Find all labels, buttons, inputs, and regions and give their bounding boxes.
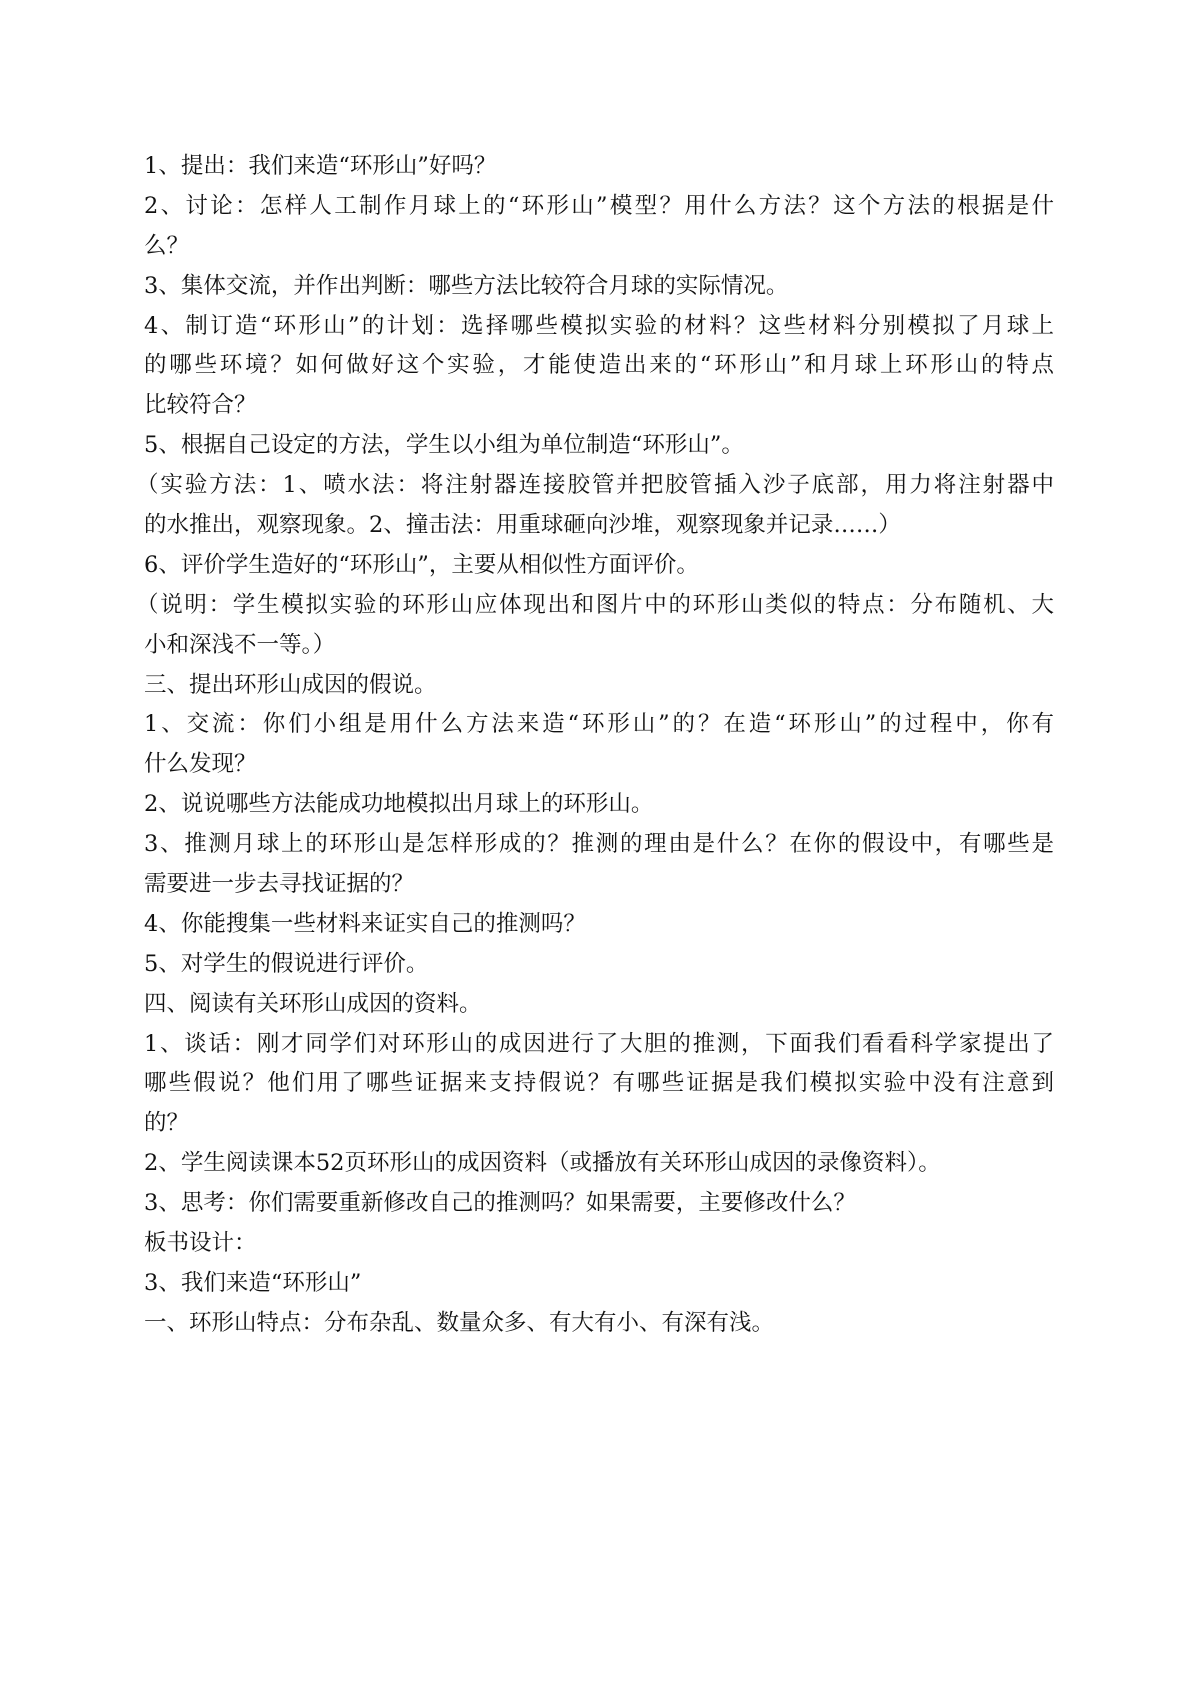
text-line: 三、提出环形山成因的假说。 bbox=[144, 671, 437, 698]
text-line: 5、根据自己设定的方法，学生以小组为单位制造“环形山”。 bbox=[144, 432, 744, 459]
text-line: 4、你能搜集一些材料来证实自己的推测吗？ bbox=[144, 910, 586, 937]
text-line: 1、提出：我们来造“环形山”好吗？ bbox=[144, 153, 497, 179]
text-line: 么？ bbox=[144, 232, 190, 259]
text-line: 3、推测月球上的环形山是怎样形成的？推测的理由是什么？在你的假设中，有哪些是 bbox=[144, 831, 1054, 858]
text-line: 的水推出，观察现象。2、撞击法：用重球砸向沙堆，观察现象并记录……） bbox=[144, 512, 901, 539]
text-line: 2、说说哪些方法能成功地模拟出月球上的环形山。 bbox=[144, 791, 654, 818]
text-line: 哪些假说？他们用了哪些证据来支持假说？有哪些证据是我们模拟实验中没有注意到 bbox=[144, 1070, 1054, 1097]
text-line: 3、思考：你们需要重新修改自己的推测吗？如果需要，主要修改什么？ bbox=[144, 1190, 856, 1217]
text-line: （实验方法：1、喷水法：将注射器连接胶管并把胶管插入沙子底部，用力将注射器中 bbox=[136, 472, 1054, 499]
text-line: 小和深浅不一等。） bbox=[144, 631, 336, 658]
text-line: 板书设计： bbox=[144, 1230, 257, 1257]
text-line: 一、环形山特点：分布杂乱、数量众多、有大有小、有深有浅。 bbox=[144, 1309, 775, 1336]
text-line: 1、谈话：刚才同学们对环形山的成因进行了大胆的推测，下面我们看看科学家提出了 bbox=[144, 1030, 1054, 1057]
document-body bbox=[136, 147, 1054, 1344]
text-line: 四、阅读有关环形山成因的资料。 bbox=[144, 990, 482, 1017]
text-line: 的？ bbox=[144, 1110, 190, 1137]
text-line: 1、交流：你们小组是用什么方法来造“环形山”的？在造“环形山”的过程中，你有 bbox=[144, 711, 1054, 738]
text-line: 比较符合？ bbox=[144, 392, 257, 419]
text-line: 的哪些环境？如何做好这个实验，才能使造出来的“环形山”和月球上环形山的特点 bbox=[144, 352, 1054, 379]
text-line: 6、评价学生造好的“环形山”，主要从相似性方面评价。 bbox=[144, 551, 699, 578]
text-line: 2、学生阅读课本52页环形山的成因资料（或播放有关环形山成因的录像资料）。 bbox=[144, 1150, 941, 1177]
text-line: 5、对学生的假说进行评价。 bbox=[144, 950, 429, 977]
text-line: 3、我们来造“环形山” bbox=[144, 1269, 362, 1296]
text-line: 2、讨论：怎样人工制作月球上的“环形山”模型？用什么方法？这个方法的根据是什 bbox=[144, 192, 1054, 219]
text-line: 3、集体交流，并作出判断：哪些方法比较符合月球的实际情况。 bbox=[144, 272, 789, 299]
text-line: （说明：学生模拟实验的环形山应体现出和图片中的环形山类似的特点：分布随机、大 bbox=[136, 591, 1054, 618]
text-line: 什么发现？ bbox=[144, 751, 257, 778]
text-line: 需要进一步去寻找证据的？ bbox=[144, 871, 415, 898]
text-line: 4、制订造“环形山”的计划：选择哪些模拟实验的材料？这些材料分别模拟了月球上 bbox=[144, 312, 1054, 339]
